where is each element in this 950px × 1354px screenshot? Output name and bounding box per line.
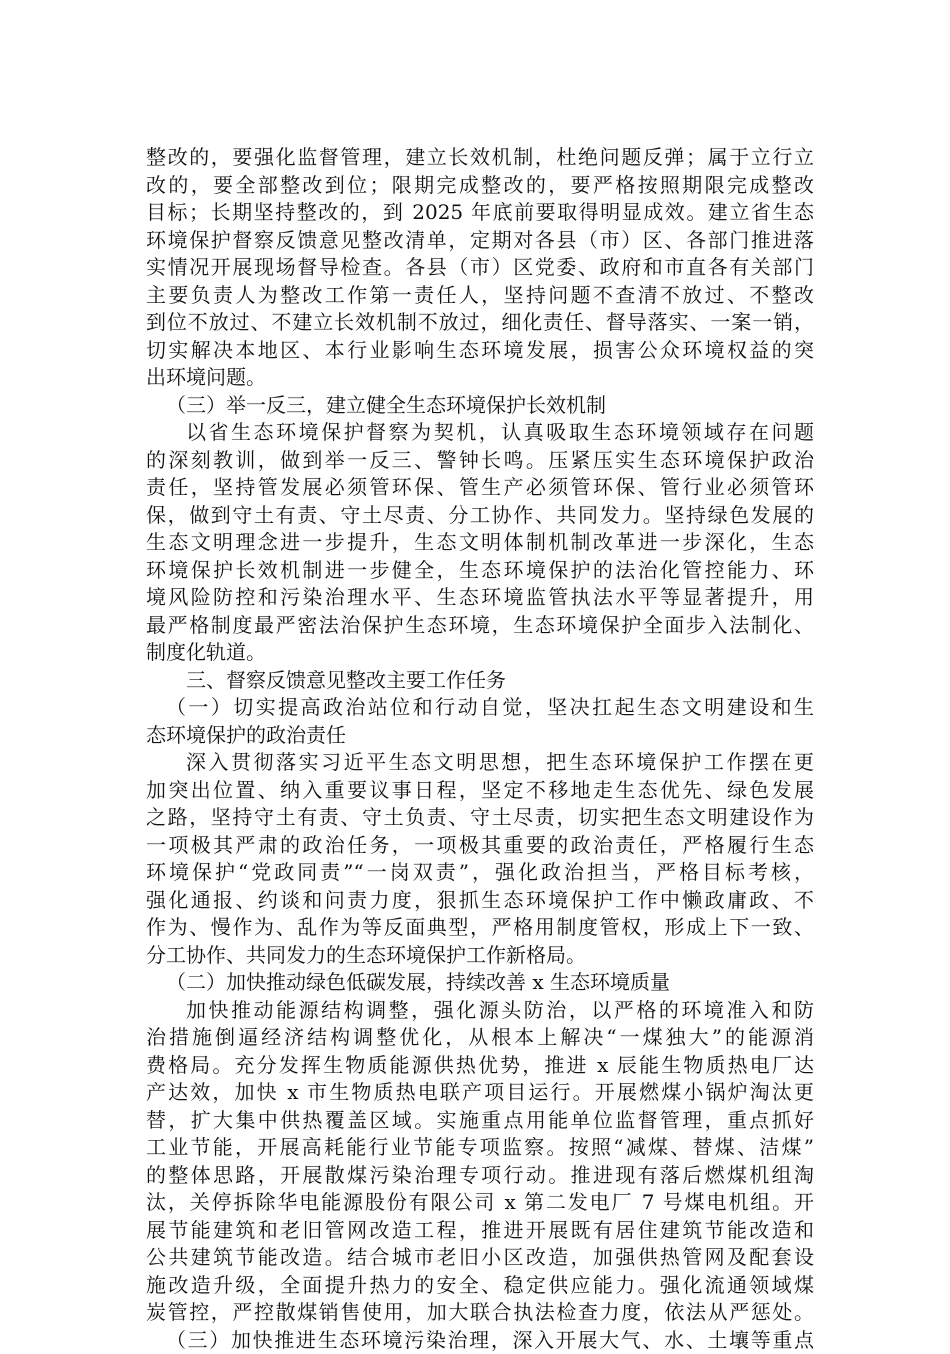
text-line: 改的，要全部整改到位；限期完成整改的，要严格按照期限完成整改 — [146, 172, 814, 200]
text-line: 炭管控，严控散煤销售使用，加大联合执法检查力度，依法从严惩处。 — [146, 1299, 814, 1327]
text-line: （二）加快推动绿色低碳发展，持续改善 x 生态环境质量 — [146, 969, 814, 997]
text-line: 作为、慢作为、乱作为等反面典型，严格用制度管权，形成上下一致、 — [146, 914, 814, 942]
text-line: 公共建筑节能改造。结合城市老旧小区改造，加强供热管网及配套设 — [146, 1244, 814, 1272]
text-line: 深入贯彻落实习近平生态文明思想，把生态环境保护工作摆在更 — [146, 749, 814, 777]
text-line: 环境保护督察反馈意见整改清单，定期对各县（市）区、各部门推进落 — [146, 227, 814, 255]
text-line: 一项极其严肃的政治任务，一项极其重要的政治责任，严格履行生态 — [146, 832, 814, 860]
text-line: 加快推动能源结构调整，强化源头防治，以严格的环境准入和防 — [146, 997, 814, 1025]
text-line: 汰，关停拆除华电能源股份有限公司 x 第二发电厂 7 号煤电机组。开 — [146, 1189, 814, 1217]
text-line: 的整体思路，开展散煤污染治理专项行动。推进现有落后燃煤机组淘 — [146, 1162, 814, 1190]
text-line: 切实解决本地区、本行业影响生态环境发展，损害公众环境权益的突 — [146, 337, 814, 365]
text-line: 展节能建筑和老旧管网改造工程，推进开展既有居住建筑节能改造和 — [146, 1217, 814, 1245]
text-line: 加突出位置、纳入重要议事日程，坚定不移地走生态优先、绿色发展 — [146, 777, 814, 805]
text-line: 制度化轨道。 — [146, 639, 814, 667]
text-line: 产达效，加快 x 市生物质热电联产项目运行。开展燃煤小锅炉淘汰更 — [146, 1079, 814, 1107]
text-line: 境风险防控和污染治理水平、生态环境监管执法水平等显著提升，用 — [146, 584, 814, 612]
text-line: 替，扩大集中供热覆盖区域。实施重点用能单位监督管理，重点抓好 — [146, 1107, 814, 1135]
text-line: 分工协作、共同发力的生态环境保护工作新格局。 — [146, 942, 814, 970]
text-line: 生态文明理念进一步提升，生态文明体制机制改革进一步深化，生态 — [146, 529, 814, 557]
text-line: 的深刻教训，做到举一反三、警钟长鸣。压紧压实生态环境保护政治 — [146, 447, 814, 475]
text-line: 费格局。充分发挥生物质能源供热优势，推进 x 辰能生物质热电厂达 — [146, 1052, 814, 1080]
text-line: 到位不放过、不建立长效机制不放过，细化责任、督导落实、一案一销， — [146, 309, 814, 337]
text-line: 工业节能，开展高耗能行业节能专项监察。按照“减煤、替煤、洁煤” — [146, 1134, 814, 1162]
document-page — [146, 144, 814, 1354]
text-line: 责任，坚持管发展必须管环保、管生产必须管环保、管行业必须管环 — [146, 474, 814, 502]
text-line: 主要负责人为整改工作第一责任人，坚持问题不查清不放过、不整改 — [146, 282, 814, 310]
text-line: 强化通报、约谈和问责力度，狠抓生态环境保护工作中懒政庸政、不 — [146, 887, 814, 915]
text-line: 最严格制度最严密法治保护生态环境，生态环境保护全面步入法制化、 — [146, 612, 814, 640]
text-line: 之路，坚持守土有责、守土负责、守土尽责，切实把生态文明建设作为 — [146, 804, 814, 832]
text-line: 三、督察反馈意见整改主要工作任务 — [146, 667, 814, 695]
text-line: 实情况开展现场督导检查。各县（市）区党委、政府和市直各有关部门 — [146, 254, 814, 282]
text-line: 保，做到守土有责、守土尽责、分工协作、共同发力。坚持绿色发展的 — [146, 502, 814, 530]
text-line: 态环境保护的政治责任 — [146, 722, 814, 750]
text-line: （三）举一反三，建立健全生态环境保护长效机制 — [146, 392, 814, 420]
text-line: 环境保护“党政同责”“一岗双责”，强化政治担当，严格目标考核， — [146, 859, 814, 887]
text-line: 施改造升级，全面提升热力的安全、稳定供应能力。强化流通领域煤 — [146, 1272, 814, 1300]
text-line: 环境保护长效机制进一步健全，生态环境保护的法治化管控能力、环 — [146, 557, 814, 585]
text-line: 整改的，要强化监督管理，建立长效机制，杜绝问题反弹；属于立行立 — [146, 144, 814, 172]
text-line: 治措施倒逼经济结构调整优化，从根本上解决“一煤独大”的能源消 — [146, 1024, 814, 1052]
text-line: 出环境问题。 — [146, 364, 814, 392]
text-line: 以省生态环境保护督察为契机，认真吸取生态环境领域存在问题 — [146, 419, 814, 447]
text-line: 目标；长期坚持整改的，到 2025 年底前要取得明显成效。建立省生态 — [146, 199, 814, 227]
text-line: （一）切实提高政治站位和行动自觉，坚决扛起生态文明建设和生 — [146, 694, 814, 722]
text-line: （三）加快推进生态环境污染治理，深入开展大气、水、土壤等重点 — [146, 1327, 814, 1354]
